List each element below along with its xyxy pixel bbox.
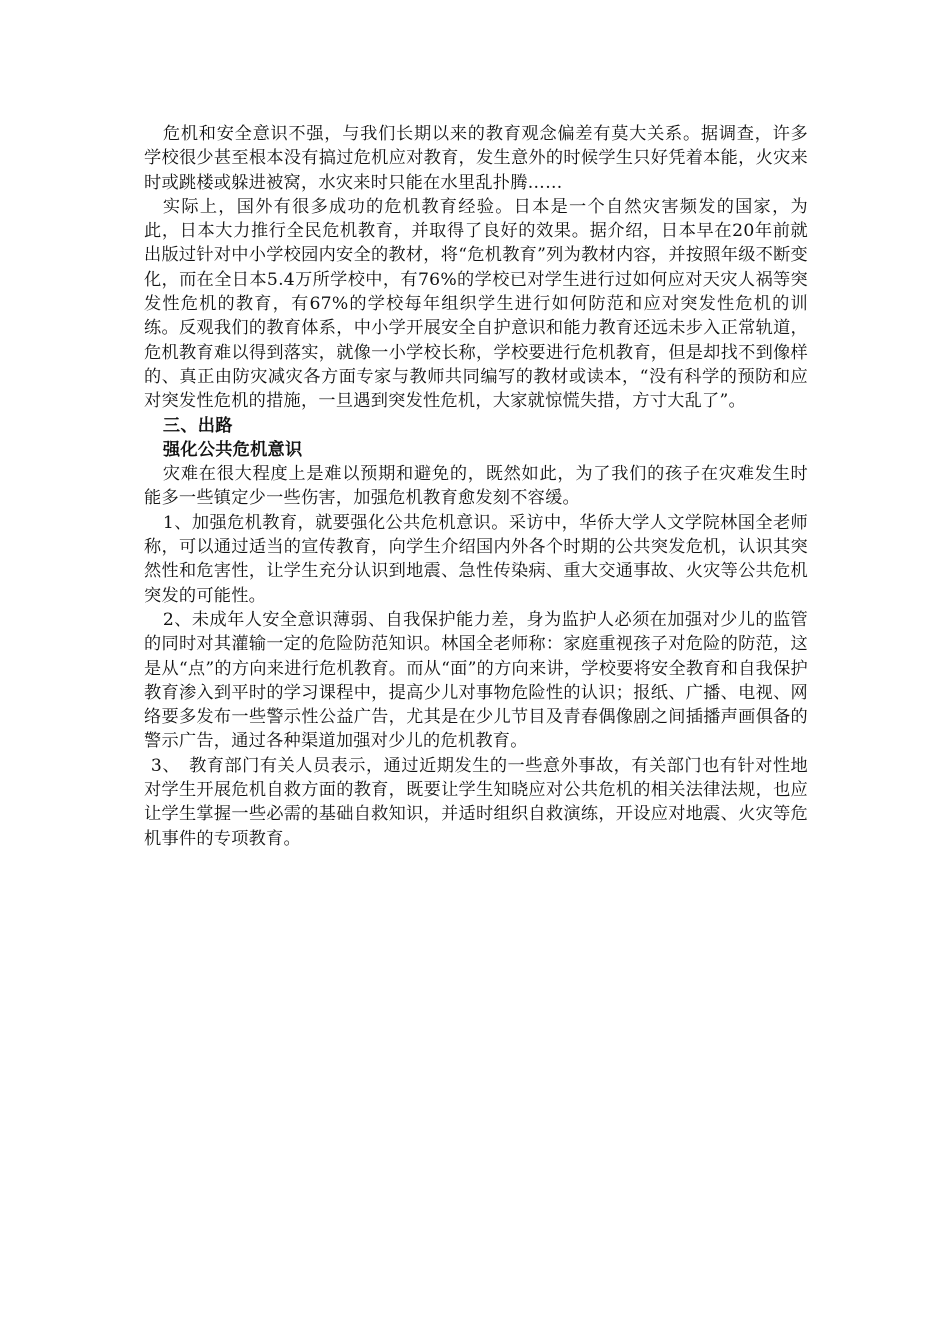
- paragraph-point-1: 1、加强危机教育，就要强化公共危机意识。采访中，华侨大学人文学院林国全老师称，可以通过适当的宣传教育，向学生介绍国内外各个时期的公共突发危机，认识其突然性和危害性，让学生充分认识到地震、急性传染病、重大交通事故、火灾等公共危机突发的可能性。: [144, 512, 808, 606]
- paragraph-japan-experience: 实际上，国外有很多成功的危机教育经验。日本是一个自然灾害频发的国家，为此，日本大力推行全民危机教育，并取得了良好的效果。据介绍，日本早在20年前就出版过针对中小学校园内安全的教材，将“危机教育”列为教材内容，并按照年级不断变化，而在全日本5.4万所学校中，有76%的学校已对学生进行过如何应对天灾人祸等突发性危机的教育，有67%的学校每年组织学生进行如何防范和应对突发性危机的训练。反观我们的教育体系，中小学开展安全自护意识和能力教育还远未步入正常轨道，危机教育难以得到落实，就像一小学校长称，学校要进行危机教育，但是却找不到像样的、真正由防灾减灾各方面专家与教师共同编写的教材或读本，“没有科学的预防和应对突发性危机的措施，一旦遇到突发性危机，大家就惊慌失措，方寸大乱了”。: [144, 196, 808, 412]
- section-heading-solution: 三、出路: [162, 415, 233, 436]
- paragraph-disaster-intro: 灾难在很大程度上是难以预期和避免的，既然如此，为了我们的孩子在灾难发生时能多一些镇定少一些伤害，加强危机教育愈发刻不容缓。: [144, 464, 808, 509]
- paragraph-point-3: 3、 教育部门有关人员表示，通过近期发生的一些意外事故，有关部门也有针对性地对学生开展危机自救方面的教育，既要让学生知晓应对公共危机的相关法律法规，也应让学生掌握一些必需的基础自救知识，并适时组织自救演练，开设应对地震、火灾等危机事件的专项教育。: [144, 755, 808, 849]
- subheading-public-crisis: 强化公共危机意识: [162, 439, 303, 460]
- paragraph-crisis-awareness: 危机和安全意识不强，与我们长期以来的教育观念偏差有莫大关系。据调查，许多学校很少甚至根本没有搞过危机应对教育，发生意外的时候学生只好凭着本能，火灾来时或跳楼或躲进被窝，水灾来时只能在水里乱扑腾……: [144, 124, 808, 193]
- paragraph-point-2: 2、未成年人安全意识薄弱、自我保护能力差，身为监护人必须在加强对少儿的监管的同时对其灌输一定的危险防范知识。林国全老师称：家庭重视孩子对危险的防范，这是从“点”的方向来进行危机教育。而从“面”的方向来讲，学校要将安全教育和自我保护教育渗入到平时的学习课程中，提高少儿对事物危险性的认识；报纸、广播、电视、网络要多发布一些警示性公益广告，尤其是在少儿节目及青春偶像剧之间插播声画俱备的警示广告，通过各种渠道加强对少儿的危机教育。: [144, 609, 808, 752]
- document-page: [144, 122, 808, 851]
